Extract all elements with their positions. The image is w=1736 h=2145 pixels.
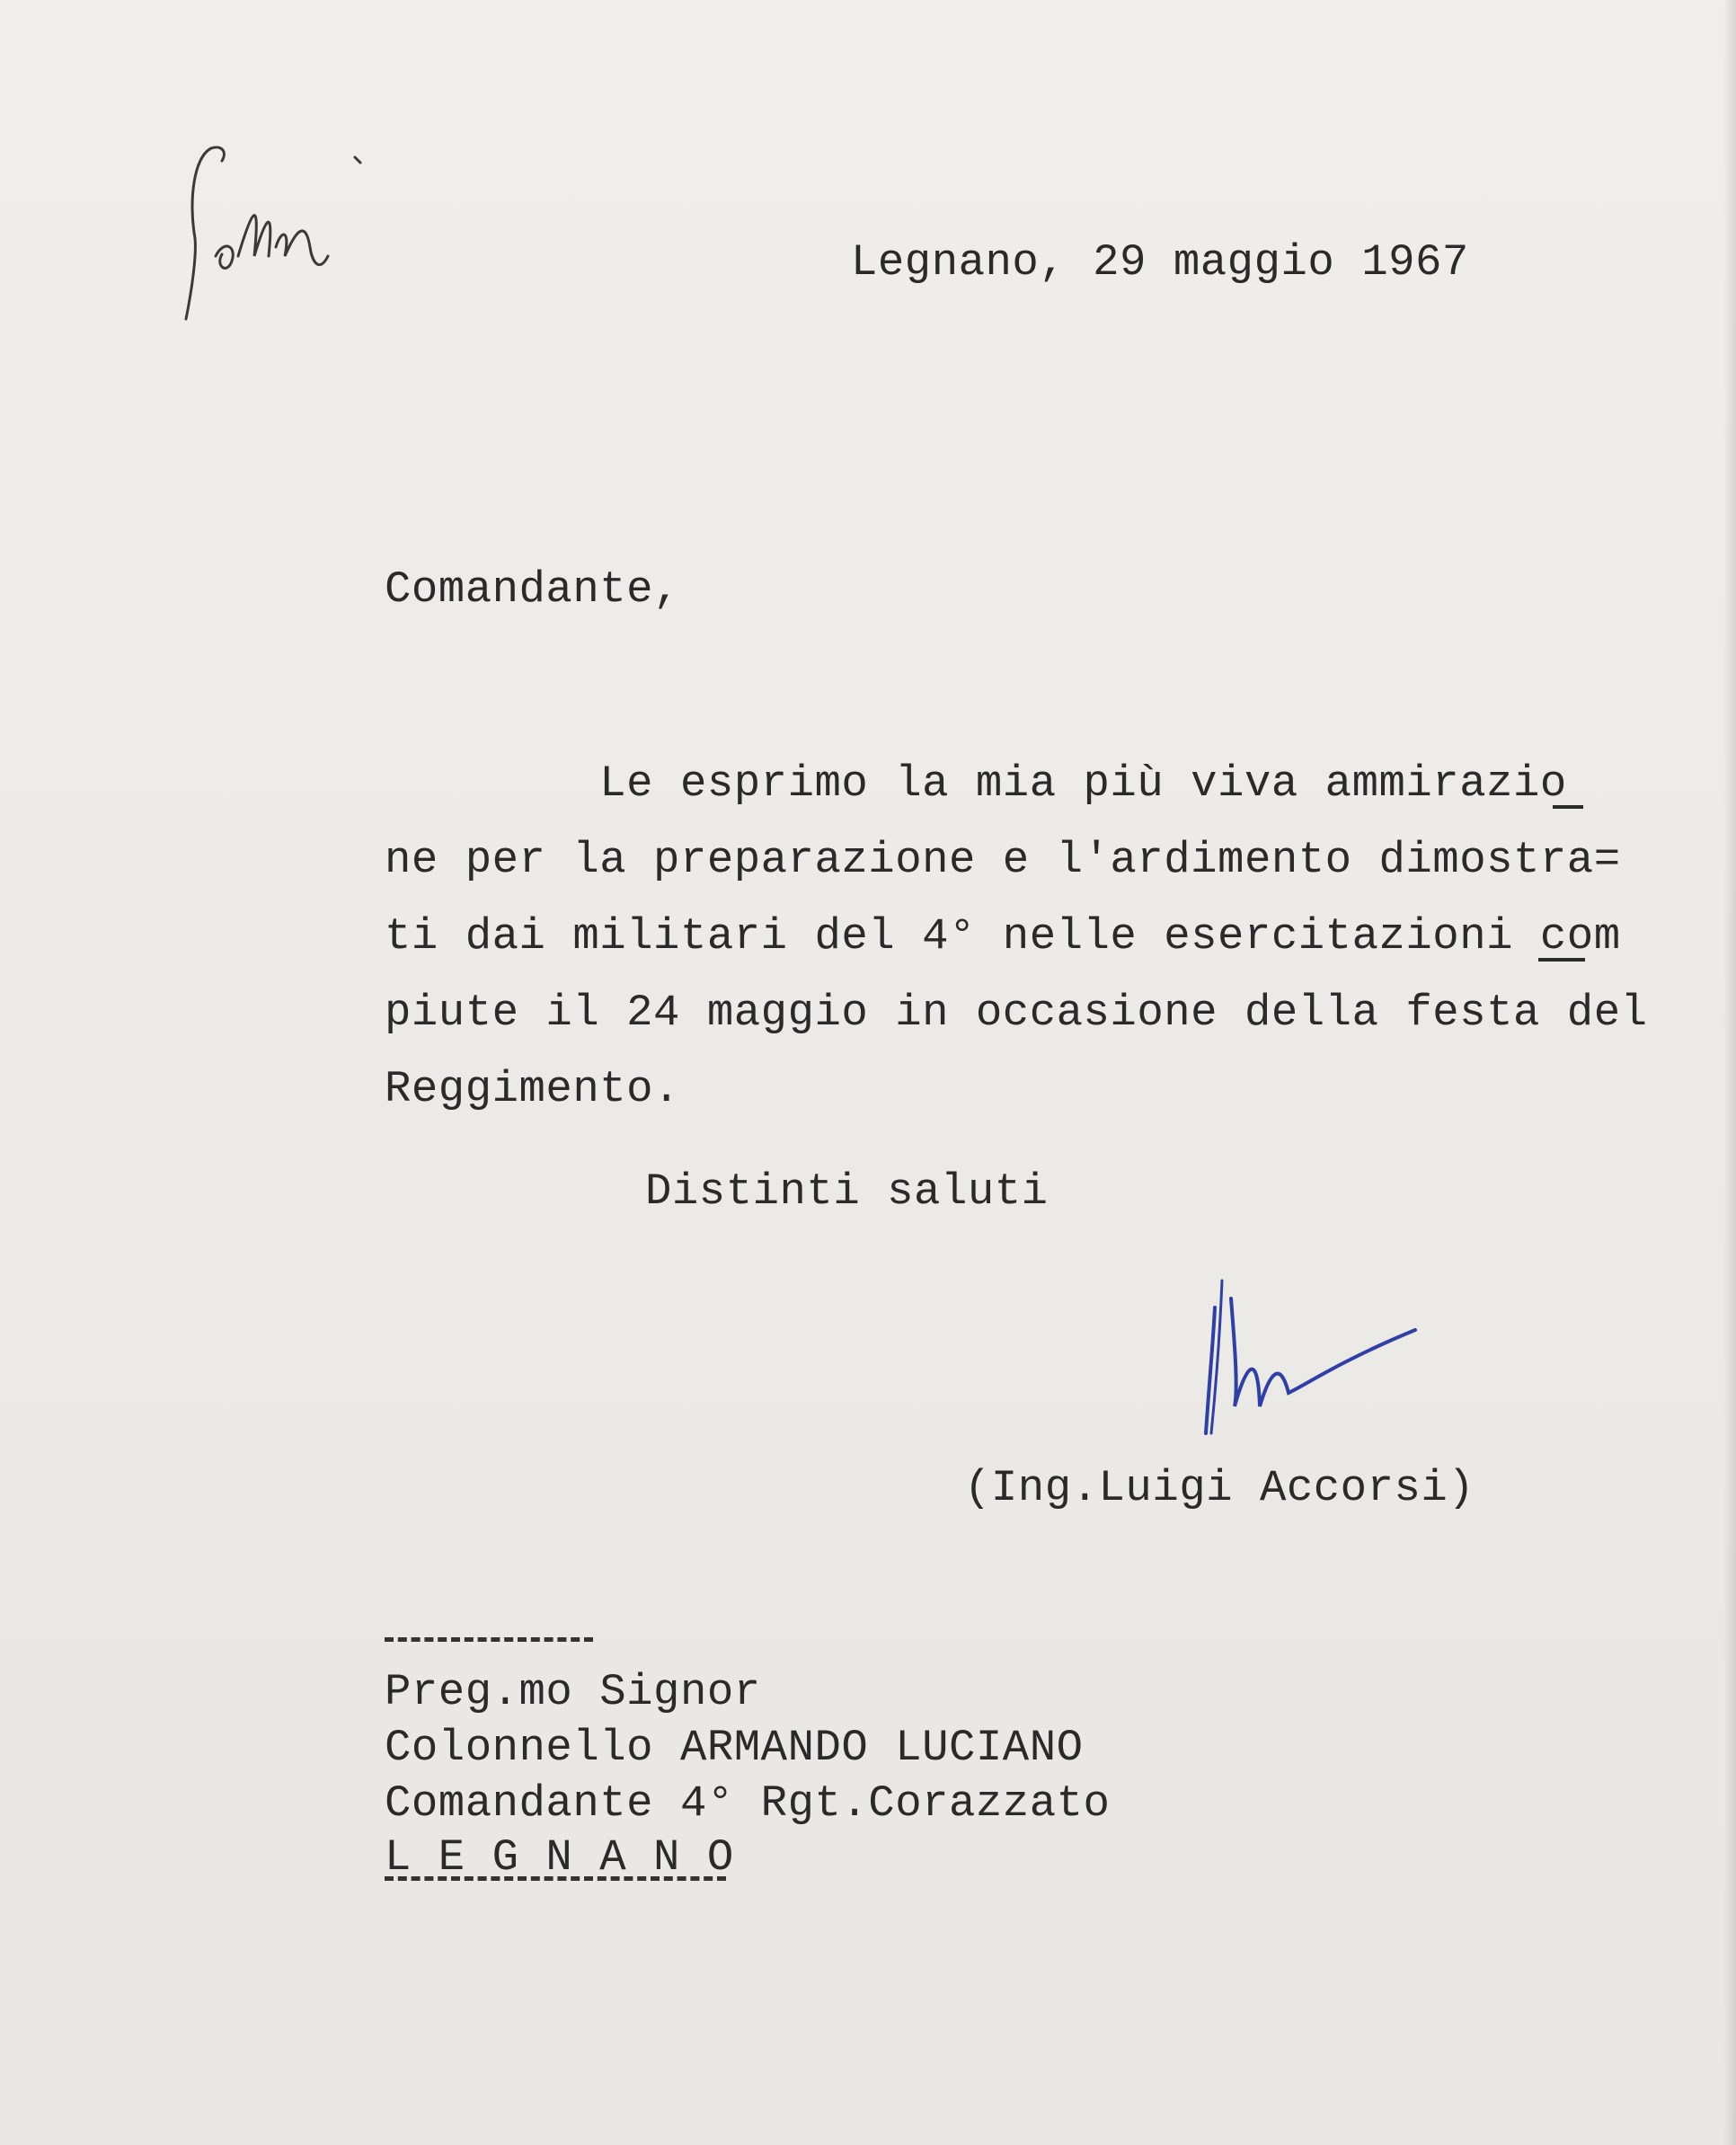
recipient-city: L E G N A N O	[385, 1832, 734, 1883]
signature	[1195, 1272, 1438, 1442]
closing: Distinti saluti	[645, 1166, 1049, 1217]
syllable-underline-1	[1553, 805, 1583, 809]
recipient-line-2: Colonnello ARMANDO LUCIANO	[385, 1723, 1084, 1773]
city-underline	[385, 1876, 726, 1881]
page-edge-shadow	[1723, 0, 1736, 2145]
date-line: Legnano, 29 maggio 1967	[851, 237, 1469, 288]
body-line-4: piute il 24 maggio in occasione della festa del	[385, 988, 1648, 1038]
body-line-3: ti dai militari del 4° nelle esercitazioni com	[385, 911, 1621, 962]
salutation: Comandante,	[385, 564, 680, 615]
recipient-line-1: Preg.mo Signor	[385, 1667, 761, 1717]
recipient-line-3: Comandante 4° Rgt.Corazzato	[385, 1778, 1111, 1829]
syllable-underline-2	[1538, 958, 1585, 962]
body-line-2: ne per la preparazione e l'ardimento dimostra=	[385, 835, 1621, 885]
separator-rule	[385, 1637, 593, 1642]
body-line-1: Le esprimo la mia più viva ammirazio	[385, 758, 1567, 809]
body-line-5: Reggimento.	[385, 1064, 680, 1114]
handwritten-initials	[175, 121, 391, 337]
signer-name: (Ing.Luigi Accorsi)	[964, 1463, 1475, 1513]
